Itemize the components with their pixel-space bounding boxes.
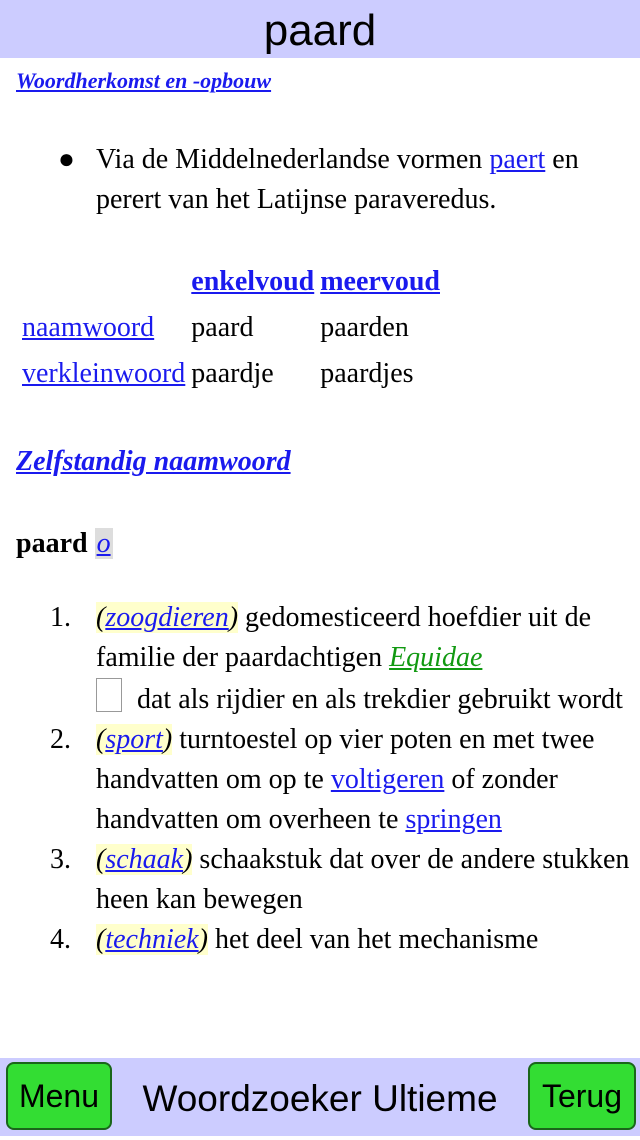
voltigeren-link[interactable]: voltigeren: [330, 764, 445, 795]
menu-button[interactable]: Menu: [6, 1062, 112, 1130]
header-meervoud-link[interactable]: meervoud: [320, 266, 440, 297]
etymology-heading-link[interactable]: Woordherkomst en -opbouw: [16, 68, 272, 93]
app-title: Woordzoeker Ultieme: [142, 1078, 498, 1119]
springen-link[interactable]: springen: [405, 804, 502, 835]
back-button[interactable]: Terug: [528, 1062, 636, 1130]
page-title: paard: [0, 0, 640, 58]
row-label-naamwoord-link[interactable]: naamwoord: [22, 312, 155, 343]
tag-schaak-link[interactable]: schaak: [105, 844, 184, 875]
entry-content: [0, 58, 640, 1058]
entry-headword: paard o: [16, 528, 111, 559]
list-item: 2. (sport) turntoestel op vier poten en met twee handvatten om op te voltigeren of zonder handvatten om overheen te springen: [50, 724, 595, 835]
table-cell: paard: [191, 312, 254, 343]
list-item: 1. (zoogdieren) gedomesticeerd hoefdier uit de familie der paardachtigen Equidae dat als rijdier en als trekdier gebruikt wordt: [50, 602, 623, 715]
list-item: 4. (techniek) het deel van het mechanisme: [50, 924, 539, 955]
bullet-icon: ●: [58, 144, 75, 175]
etymology-link-paert[interactable]: paert: [489, 144, 546, 175]
tag-techniek-link[interactable]: techniek: [105, 924, 199, 955]
table-header-row: [22, 260, 440, 304]
list-item: 3. (schaak) schaakstuk dat over de andere stukken heen kan bewegen: [50, 844, 630, 915]
table-row: [22, 306, 440, 350]
table-cell: paarden: [320, 312, 409, 343]
bottom-bar: [0, 1058, 640, 1136]
forms-table: [16, 258, 446, 398]
etymology-text: Via de Middelnederlandse vormen paert en perert van het Latijnse paraveredus.: [96, 144, 579, 215]
table-row: [22, 352, 440, 396]
tag-sport-link[interactable]: sport: [105, 724, 163, 755]
image-placeholder-icon: [96, 678, 122, 712]
gender-link[interactable]: o: [96, 528, 111, 559]
table-cell: paardje: [191, 358, 274, 389]
species-link[interactable]: Equidae: [389, 642, 483, 673]
definitions-list: [50, 598, 630, 960]
pos-heading-link[interactable]: Zelfstandig naamwoord: [16, 446, 291, 477]
header-enkelvoud-link[interactable]: enkelvoud: [191, 266, 315, 297]
table-cell: paardjes: [320, 358, 414, 389]
row-label-verkleinwoord-link[interactable]: verkleinwoord: [22, 358, 186, 389]
tag-zoogdieren-link[interactable]: zoogdieren: [105, 602, 229, 633]
